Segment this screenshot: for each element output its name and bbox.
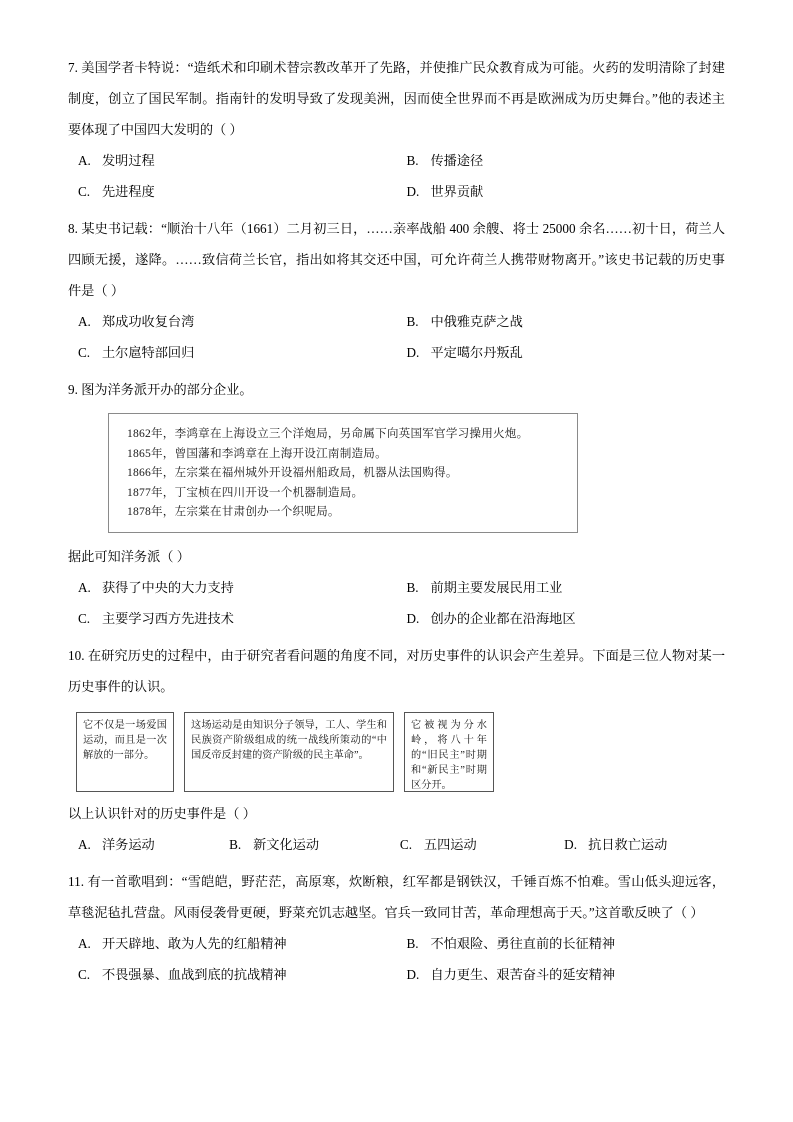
- option-b[interactable]: [397, 306, 726, 337]
- option-label: C.: [78, 184, 91, 199]
- option-text: 不畏强暴、血战到底的抗战精神: [102, 966, 287, 982]
- option-text: 世界贡献: [430, 184, 484, 199]
- option-d[interactable]: [397, 337, 726, 368]
- question-stem: [68, 52, 725, 145]
- question-8: [68, 213, 725, 368]
- opinion-box-2: 这场运动是由知识分子领导，工人、学生和民族资产阶级组成的统一战线所策动的“中国反帝反封建的资产阶级的民主革命”。: [184, 712, 394, 792]
- option-text: 主要学习西方先进技术: [102, 610, 234, 626]
- option-a[interactable]: [68, 306, 397, 337]
- option-label: A.: [78, 314, 91, 329]
- option-label: D.: [406, 966, 420, 982]
- option-label: B.: [406, 153, 419, 168]
- question-stem: [68, 640, 725, 702]
- option-text: 自力更生、艰苦奋斗的延安精神: [430, 966, 616, 982]
- option-label: B.: [406, 935, 419, 951]
- question-stem: [68, 866, 725, 928]
- option-a[interactable]: [68, 572, 397, 603]
- option-b[interactable]: [397, 928, 726, 959]
- question-stem: [68, 213, 725, 306]
- option-label: B.: [229, 836, 242, 852]
- option-label: D.: [406, 184, 420, 199]
- option-d[interactable]: [397, 176, 726, 207]
- option-text: 抗日救亡运动: [588, 836, 668, 852]
- option-label: B.: [406, 314, 419, 329]
- option-label: C.: [78, 966, 91, 982]
- option-c[interactable]: [68, 959, 397, 990]
- option-c[interactable]: [390, 829, 554, 860]
- question-follow-up: 据此可知洋务派（ ）: [68, 548, 190, 564]
- option-text: 五四运动: [423, 836, 477, 852]
- yangwu-line: 1877年，丁宝桢在四川开设一个机器制造局。: [127, 485, 364, 499]
- option-b[interactable]: [397, 572, 726, 603]
- question-number: 10.: [68, 647, 85, 663]
- option-label: B.: [406, 579, 419, 595]
- option-label: D.: [406, 610, 420, 626]
- question-text: 图为洋务派开办的部分企业。: [81, 382, 253, 397]
- option-label: C.: [78, 345, 91, 360]
- opinion-boxes: [68, 712, 725, 792]
- option-label: A.: [78, 935, 91, 951]
- option-text: 创办的企业都在沿海地区: [430, 610, 576, 626]
- yangwu-line: 1865年，曾国藩和李鸿章在上海开设江南制造局。: [127, 446, 387, 460]
- option-label: A.: [78, 836, 91, 852]
- question-number: 8.: [68, 221, 78, 236]
- question-10: [68, 640, 725, 860]
- question-number: 11.: [68, 873, 84, 889]
- option-text: 新文化运动: [253, 836, 320, 852]
- opinion-box-1: 它不仅是一场爱国运动，而且是一次解放的一部分。: [76, 712, 174, 792]
- option-b[interactable]: [397, 145, 726, 176]
- question-number: 9.: [68, 382, 78, 397]
- option-label: D.: [564, 836, 577, 852]
- question-7: [68, 52, 725, 207]
- question-follow-up: 以上认识针对的历史事件是（ ）: [68, 805, 256, 821]
- option-text: 不怕艰险、勇往直前的长征精神: [430, 935, 616, 951]
- question-9: [68, 374, 725, 634]
- question-text: 某史书记载：“顺治十八年（1661）二月初三日，……亲率战船 400 余艘、将士 25000 余名……初十日，荷兰人四顾无援，遂降。……致信荷兰长官，指出如将其交还中国，可允许荷兰人携带财物离开。”该史书记载的历史事件是（ ）: [68, 221, 726, 298]
- option-text: 郑成功收复台湾: [102, 314, 195, 329]
- question-text: 在研究历史的过程中，由于研究者看问题的角度不同，对历史事件的认识会产生差异。下面是三位人物对某一历史事件的认识。: [68, 647, 726, 694]
- question-options: [68, 928, 725, 990]
- option-text: 平定噶尔丹叛乱: [430, 345, 523, 360]
- option-text: 中俄雅克萨之战: [430, 314, 523, 329]
- yangwu-line: 1878年，左宗棠在甘肃创办一个织呢局。: [127, 505, 340, 518]
- question-text: 美国学者卡特说：“造纸术和印刷术替宗教改革开了先路，并使推广民众教育成为可能。火药的发明清除了封建制度，创立了国民军制。指南针的发明导致了发现美洲，因而使全世界而不再是欧洲成为历史舞台。”他的表述主要体现了中国四大发明的（ ）: [68, 60, 725, 137]
- option-label: A.: [78, 153, 91, 168]
- option-text: 发明过程: [102, 153, 155, 168]
- option-text: 土尔扈特部回归: [102, 345, 195, 360]
- question-options: [68, 145, 725, 207]
- question-number: 7.: [68, 60, 78, 75]
- option-d[interactable]: [397, 603, 726, 634]
- question-text: 有一首歌唱到：“雪皑皑，野茫茫，高原寒，炊断粮，红军都是钢铁汉，千锤百炼不怕难。雪山低头迎远客，草毯泥毡扎营盘。风雨侵袭骨更硬，野菜充饥志越坚。官兵一致同甘苦，革命理想高于天。”这首歌反映了（ ）: [68, 873, 726, 920]
- option-a[interactable]: [68, 145, 397, 176]
- option-a[interactable]: [68, 829, 219, 860]
- option-text: 洋务运动: [102, 836, 155, 852]
- option-c[interactable]: [68, 176, 397, 207]
- option-label: C.: [78, 610, 91, 626]
- option-b[interactable]: [219, 829, 390, 860]
- opinion-box-3: 它被视为分水岭，将八十年的“旧民主”时期和“新民主”时期区分开。: [404, 712, 494, 792]
- option-c[interactable]: [68, 337, 397, 368]
- option-text: 传播途径: [430, 153, 484, 168]
- yangwu-line: 1866年，左宗棠在福州城外开设福州船政局，机器从法国购得。: [127, 466, 458, 479]
- option-c[interactable]: [68, 603, 397, 634]
- option-a[interactable]: [68, 928, 397, 959]
- question-options: [68, 306, 725, 368]
- option-text: 先进程度: [102, 184, 155, 199]
- question-options: [68, 829, 725, 860]
- option-label: D.: [406, 345, 420, 360]
- yangwu-line: 1862年，李鸿章在上海设立三个洋炮局，另命属下向英国军官学习操用火炮。: [127, 427, 529, 440]
- option-d[interactable]: [397, 959, 726, 990]
- question-stem: [68, 374, 725, 405]
- option-text: 获得了中央的大力支持: [102, 579, 234, 595]
- option-text: 开天辟地、敢为人先的红船精神: [102, 935, 287, 951]
- yangwu-enterprises-box: [108, 413, 578, 533]
- option-d[interactable]: [554, 829, 725, 860]
- option-text: 前期主要发展民用工业: [430, 579, 563, 595]
- question-11: [68, 866, 725, 990]
- option-label: A.: [78, 579, 91, 595]
- question-options: [68, 572, 725, 634]
- option-label: C.: [399, 836, 413, 852]
